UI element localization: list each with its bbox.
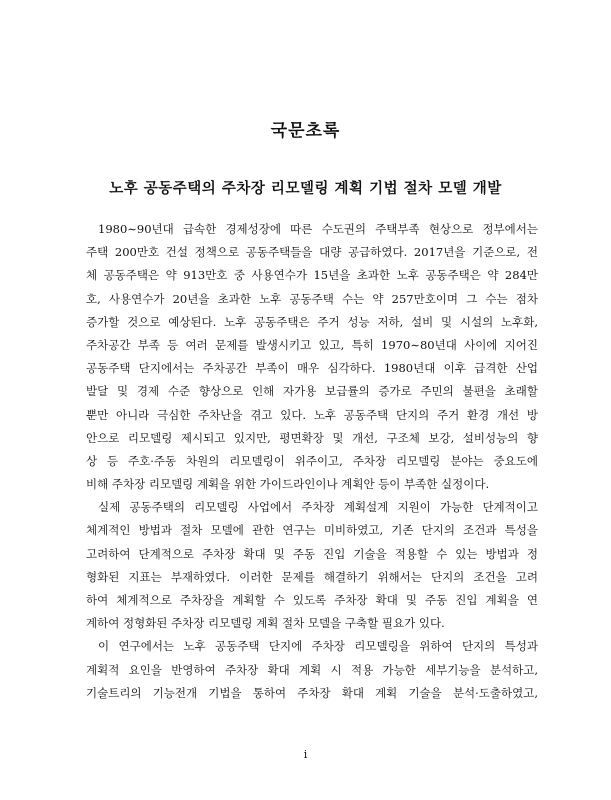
paragraph-1-line-9: 뿐만 아니라 극심한 주차난을 겪고 있다. 노후 공동주택 단지의 주거 환경 개선 방 xyxy=(86,407,538,422)
paragraph-1-line-4: 호, 사용연수가 20년을 초과한 노후 공동주택 수는 약 257만호이며 그 수는 점차 xyxy=(86,291,538,306)
paragraph-1-line-5: 증가할 것으로 예상된다. 노후 공동주택은 주거 성능 저하, 설비 및 시설의 노후화, xyxy=(86,314,538,329)
abstract-heading: 국문초록 xyxy=(270,121,341,141)
paragraph-1-line-10: 안으로 리모델링 제시되고 있지만, 평면확장 및 개선, 구조체 보강, 설비성능의 향 xyxy=(86,430,538,445)
paragraph-2-line-6: 계하여 정형화된 주차장 리모델링 계획 절차 모델을 구축할 필요가 있다. xyxy=(86,616,445,631)
paragraph-1-line-3: 체 공동주택은 약 913만호 중 사용연수가 15년을 초과한 노후 공동주택은 약 284만 xyxy=(86,268,538,283)
paragraph-2-line-5: 하여 체계적으로 주차장을 계획할 수 있도록 주차장 확대 및 주동 진입 계획을 연 xyxy=(86,593,538,607)
paragraph-1-line-7: 공동주택 단지에서는 주차공간 부족이 매우 심각하다. 1980년대 이후 급격한 산업 xyxy=(86,361,538,376)
paragraph-1-line-8: 발달 및 경제 수준 향상으로 인해 자가용 보급률의 증가로 주민의 불편을 초래할 xyxy=(86,384,538,399)
paragraph-3-line-1: 이 연구에서는 노후 공동주택 단지에 주차장 리모델링을 위하여 단지의 특성과 xyxy=(98,639,538,654)
paragraph-2-line-3: 고려하여 단계적으로 주차장 확대 및 주동 진입 기술을 적용할 수 있는 방법과 정 xyxy=(86,546,538,561)
paragraph-1-line-11: 상 등 주호·주동 차원의 리모델링이 위주이고, 주차장 리모델링 분야는 중요도에 xyxy=(86,453,538,468)
paragraph-2-line-4: 형화된 지표는 부재하였다. 이러한 문제를 해결하기 위해서는 단지의 조건을 고려 xyxy=(86,569,538,584)
page-number: i xyxy=(303,748,308,761)
paragraph-3-line-2: 계획적 요인을 반영하여 주차장 확대 계획 시 적용 가능한 세부기능을 분석하고, xyxy=(86,662,538,677)
paragraph-2-line-2: 체계적인 방법과 절차 모델에 관한 연구는 미비하였고, 기존 단지의 조건과 특성을 xyxy=(86,523,538,538)
abstract-body xyxy=(86,218,538,705)
paragraph-1-line-12: 비해 주차장 리모델링 계획을 위한 가이드라인이나 계획안 등이 부족한 실정이다. xyxy=(86,477,490,492)
paragraph-1-line-6: 주차공간 부족 등 여러 문제를 발생시키고 있고, 특히 1970∼80년대 사이에 지어진 xyxy=(86,337,538,352)
paragraph-1-line-1: 1980∼90년대 급속한 경제성장에 따른 수도권의 주택부족 현상으로 정부에서는 xyxy=(98,222,538,236)
paragraph-2-line-1: 실제 공동주택의 리모델링 사업에서 주차장 계획설계 지원이 가능한 단계적이고 xyxy=(98,500,538,515)
paragraph-1-line-2: 주택 200만호 건설 정책으로 공동주택들을 대량 공급하였다. 2017년을 기준으로, 전 xyxy=(86,245,538,260)
paper-title: 노후 공동주택의 주차장 리모델링 계획 기법 절차 모델 개발 xyxy=(109,180,502,197)
paragraph-3-line-3: 기술트리의 기능전개 기법을 통하여 주차장 확대 계획 기술을 분석·도출하였고, xyxy=(86,685,538,700)
